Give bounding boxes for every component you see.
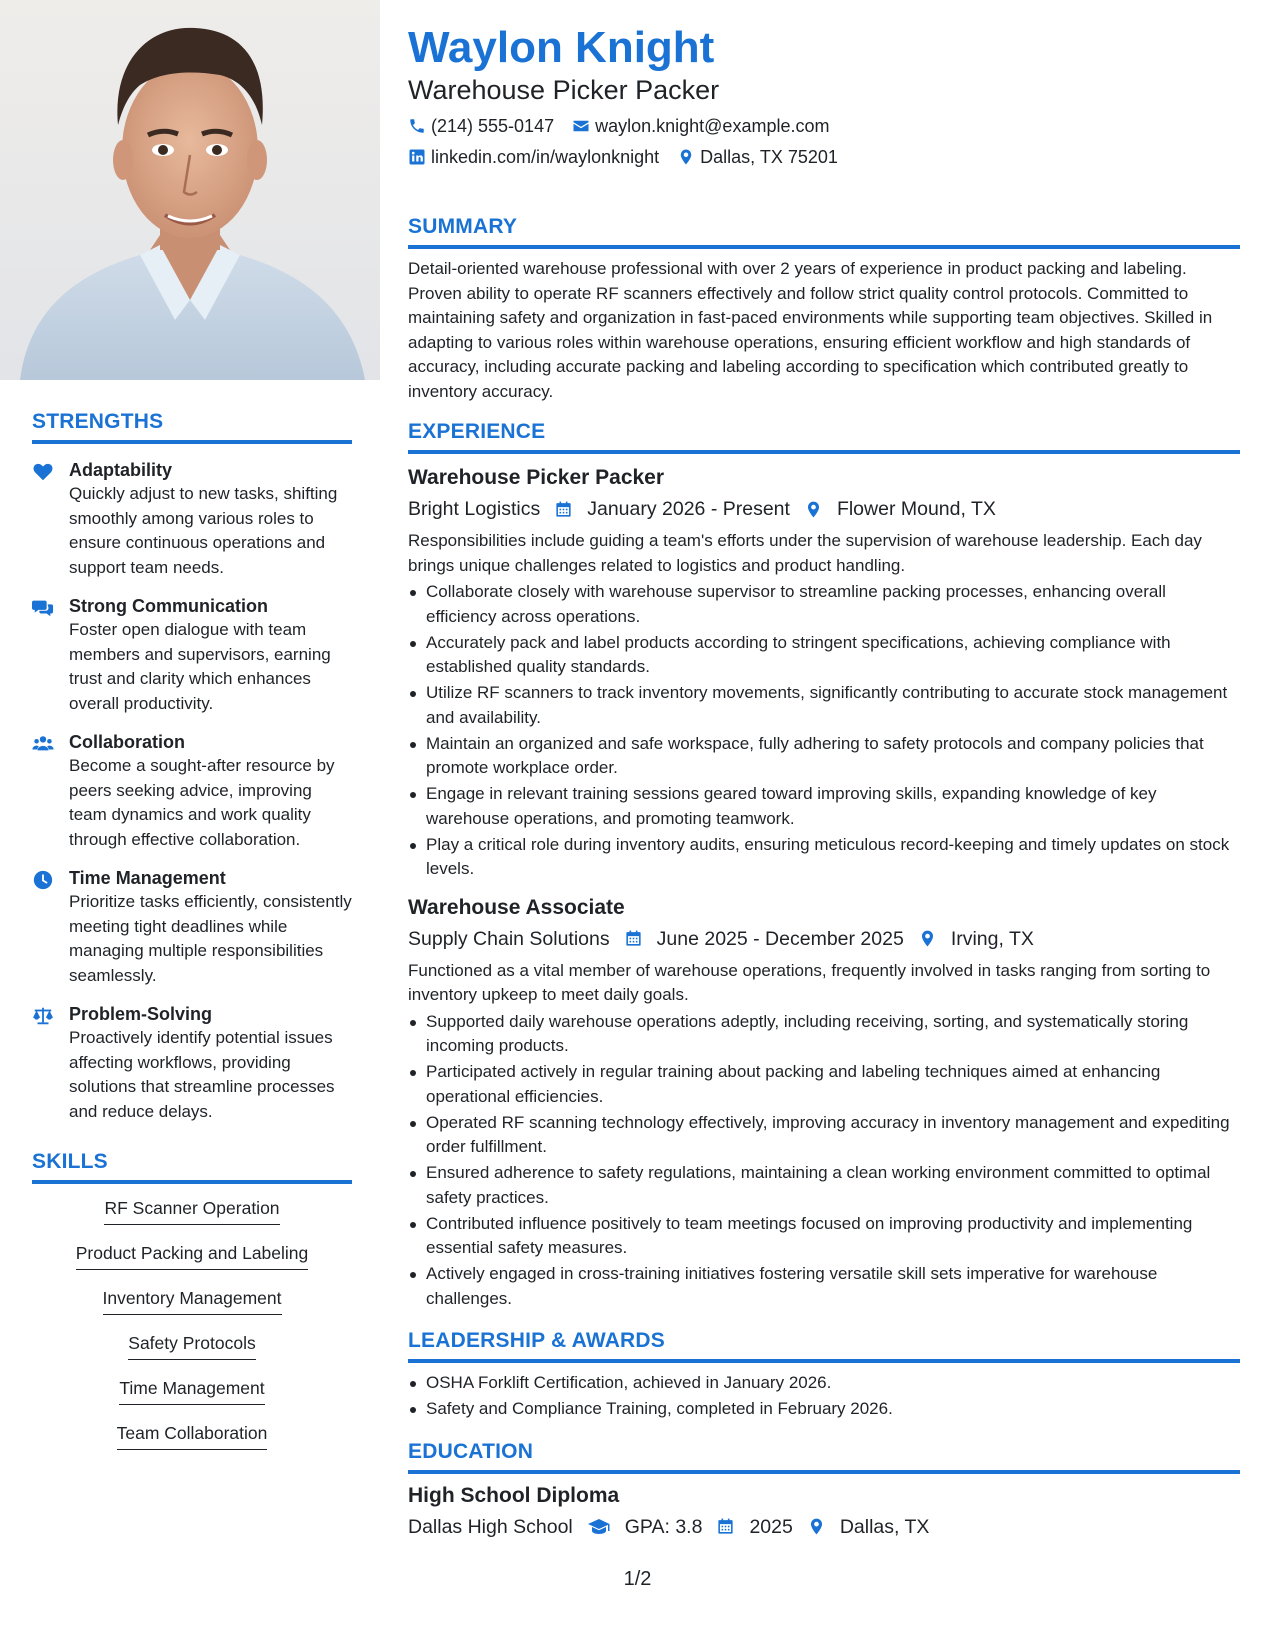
job-dates: June 2025 - December 2025 [656,927,904,950]
degree: High School Diploma [408,1483,620,1507]
candidate-title: Warehouse Picker Packer [408,75,720,105]
bullet-item: Participated actively in regular training about packing and labeling techniques aimed at enhancing operational efficiencies. [408,1060,1240,1109]
strength-text: Prioritize tasks efficiently, consistently meeting tight deadlines while managing multiple responsibilities seamlessly. [69,892,352,985]
education-meta [408,1513,1240,1541]
award-item: OSHA Forklift Certification, achieved in January 2026. [408,1371,1240,1396]
strength-text: Become a sought-after resource by peers seeking advice, improving team dynamics and work quality through effective collaboration. [69,756,335,849]
skill-item: Time Management [119,1376,264,1405]
graduation-cap-icon [587,1515,611,1539]
linkedin-icon [408,148,426,166]
skills-heading: SKILLS [32,1150,352,1184]
phone [408,114,554,138]
awards-list [408,1371,1240,1422]
strength-item [32,458,352,580]
skill-item: RF Scanner Operation [104,1196,279,1225]
linkedin[interactable] [408,145,659,169]
bullet-item: Engage in relevant training sessions geared toward improving skills, expanding knowledge of key warehouse operations, and promoting teamwork. [408,782,1240,831]
skill-item: Team Collaboration [117,1421,268,1450]
bullet-item: Supported daily warehouse operations adeptly, including receiving, sorting, and systematically storing incoming products. [408,1010,1240,1059]
job-description: Functioned as a vital member of warehouse operations, frequently involved in tasks ranging from sorting to inventory upkeep to meet daily goals. [408,960,1211,1004]
strength-title: Problem-Solving [69,1004,213,1024]
strength-item [32,594,352,716]
bullet-item: Ensured adherence to safety regulations, maintaining a clean working environment committed to optimal safety practices. [408,1161,1240,1210]
contact-row [408,145,1240,169]
location-text: Dallas, TX 75201 [700,147,838,167]
job-title: Warehouse Associate [408,895,625,919]
graduation-year: 2025 [749,1515,793,1538]
skill-item: Safety Protocols [128,1331,255,1360]
scale-icon [32,1002,69,1124]
strength-item [32,730,352,852]
strength-title: Adaptability [69,460,173,480]
education-location: Dallas, TX [839,1515,930,1538]
main-content [408,22,1240,1541]
candidate-name: Waylon Knight [408,23,715,72]
school: Dallas High School [408,1515,573,1538]
map-pin-icon [677,148,695,166]
bullet-item: Accurately pack and label products according to stringent specifications, achieving compliance with established quality standards. [408,631,1240,680]
bullet-item: Maintain an organized and safe workspace, fully adhering to safety protocols and company policies that promote workplace order. [408,732,1240,781]
summary-heading: SUMMARY [408,215,1240,249]
clock-icon [32,866,69,988]
experience-section [408,420,1240,1311]
profile-photo [0,0,380,380]
company: Bright Logistics [408,498,541,520]
map-pin-icon [807,1517,826,1536]
bullet-item: Contributed influence positively to team meetings focused on improving productivity and implementing essential safety measures. [408,1212,1240,1261]
bullet-item: Collaborate closely with warehouse supervisor to streamline packing processes, enhancing overall efficiency across operations. [408,580,1240,629]
phone-text: (214) 555-0147 [431,116,555,136]
job-bullets [408,1010,1240,1312]
job-location: Flower Mound, TX [836,498,996,520]
job-title: Warehouse Picker Packer [408,466,665,489]
job-entry [408,464,1240,882]
strength-title: Strong Communication [69,596,268,616]
location [677,145,838,169]
strengths-heading: STRENGTHS [32,410,352,444]
company: Supply Chain Solutions [408,927,610,950]
job-location: Irving, TX [950,927,1034,950]
job-meta [408,495,1240,523]
strength-text: Quickly adjust to new tasks, shifting smoothly among various roles to ensure continuous operations and support team needs. [69,484,338,577]
envelope-icon [572,117,590,135]
calendar-icon [624,929,643,948]
summary-text: Detail-oriented warehouse professional with over 2 years of experience in product packing and labeling. Proven ability to operate RF scanners effectively and follow strict quality control protocols. Committed to maintaining safety and organization in fast-paced environments while supporting team objectives. Skilled in adapting to various roles within warehouse operations, ensuring efficient workflow and high standards of accuracy, including accurate packing and labeling according to specification which contributed greatly to inventory accuracy. [408,259,1213,401]
heart-icon [32,458,69,580]
bullet-item: Play a critical role during inventory audits, ensuring meticulous record-keeping and timely updates on stock levels. [408,833,1240,882]
education-heading: EDUCATION [408,1440,1240,1474]
linkedin-text: linkedin.com/in/waylonknight [431,147,660,167]
job-dates: January 2026 - Present [587,498,790,520]
bullet-item: Actively engaged in cross-training initiatives fostering versatile skill sets imperative for warehouse challenges. [408,1262,1240,1311]
job-entry [408,894,1240,1312]
calendar-icon [554,500,573,519]
strength-text: Proactively identify potential issues affecting workflows, providing solutions that streamline processes and reduce delays. [69,1028,335,1121]
strength-text: Foster open dialogue with team members and supervisors, earning trust and clarity which enhances overall productivity. [69,620,331,713]
comments-icon [32,594,69,716]
strength-item [32,1002,352,1124]
experience-heading: EXPERIENCE [408,420,1240,454]
award-item: Safety and Compliance Training, completed in February 2026. [408,1397,1240,1422]
job-bullets [408,580,1240,882]
strength-title: Time Management [69,868,226,888]
gpa: GPA: 3.8 [624,1515,703,1538]
map-pin-icon [804,500,823,519]
awards-section [408,1329,1240,1422]
skill-item: Product Packing and Labeling [76,1241,309,1270]
sidebar [32,410,352,1466]
strength-title: Collaboration [69,732,185,752]
summary-section [408,215,1240,404]
skills-list [32,1196,352,1466]
education-section [408,1440,1240,1541]
contact-row [408,114,1240,138]
bullet-item: Utilize RF scanners to track inventory movements, significantly contributing to accurate stock management and availability. [408,681,1240,730]
users-icon [32,730,69,852]
job-meta [408,925,1240,953]
bullet-item: Operated RF scanning technology effectively, improving accuracy in inventory management and expediting order fulfillment. [408,1111,1240,1160]
awards-heading: LEADERSHIP & AWARDS [408,1329,1240,1363]
job-description: Responsibilities include guiding a team's efforts under the supervision of warehouse leadership. Each day brings unique challenges related to logistics and product handling. [408,531,1202,575]
skill-item: Inventory Management [103,1286,282,1315]
calendar-icon [716,1517,735,1536]
email-text: waylon.knight@example.com [595,116,830,136]
email[interactable] [572,114,829,138]
phone-icon [408,117,426,135]
map-pin-icon [918,929,937,948]
strength-item [32,866,352,988]
page-number: 1/2 [623,1568,652,1590]
